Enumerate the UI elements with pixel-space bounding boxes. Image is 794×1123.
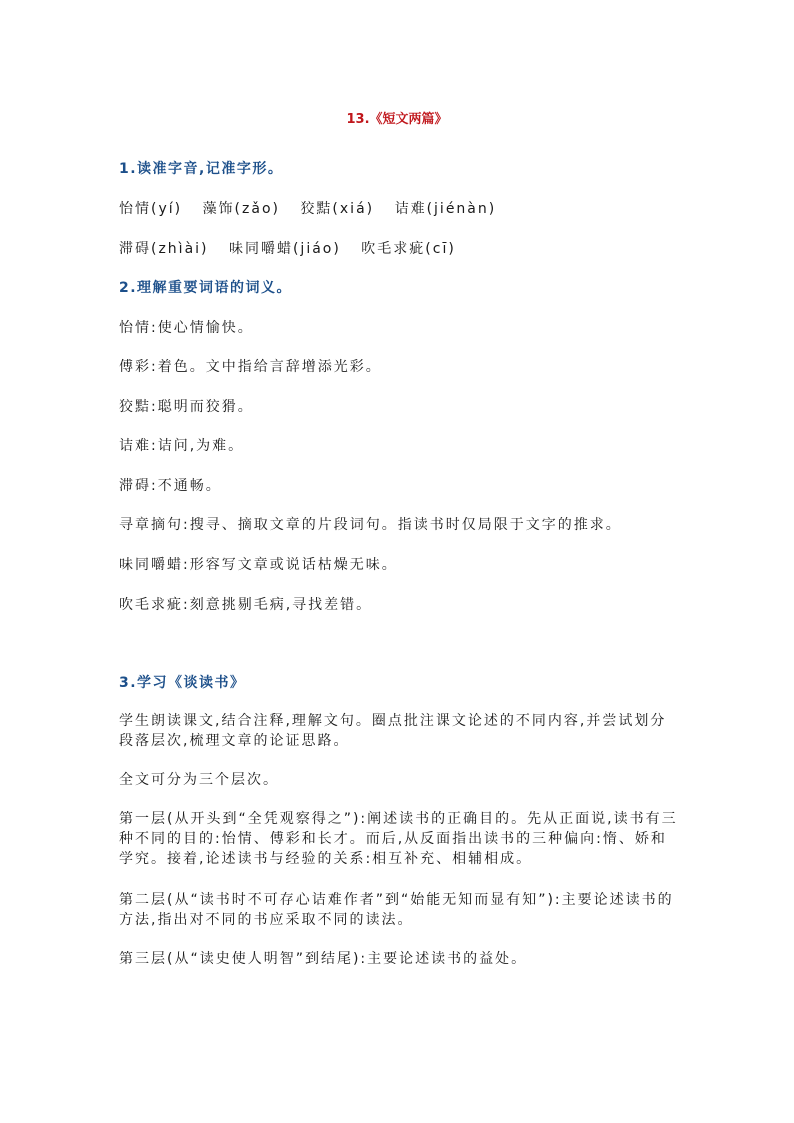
definition-item: 寻章摘句:搜寻、摘取文章的片段词句。指读书时仅局限于文字的推求。 <box>119 517 622 533</box>
document-title: 13.《短文两篇》 <box>346 112 448 127</box>
definition-item: 味同嚼蜡:形容写文章或说话枯燥无味。 <box>119 557 398 573</box>
section-1-heading: 1.读准字音,记准字形。 <box>119 161 284 177</box>
vocab-item: 藻饰(zǎo) <box>202 201 280 217</box>
vocab-item: 狡黠(xiá) <box>300 201 375 217</box>
section-2-heading: 2.理解重要词语的词义。 <box>119 280 293 296</box>
vocab-item: 怡情(yí) <box>119 201 183 217</box>
definition-item: 狡黠:聪明而狡猾。 <box>119 399 254 415</box>
vocab-row-2 <box>119 238 470 258</box>
paragraph: 学生朗读课文,结合注释,理解文句。圈点批注课文论述的不同内容,并尝试划分段落层次,梳理文章的论证思路。 <box>119 713 667 749</box>
definition-item: 滞碍:不通畅。 <box>119 478 222 494</box>
definition-item: 吹毛求疵:刻意挑剔毛病,寻找差错。 <box>119 597 373 613</box>
paragraph: 全文可分为三个层次。 <box>119 772 279 788</box>
vocab-item: 吹毛求疵(cī) <box>361 241 456 257</box>
paragraph: 第三层(从“读史使人明智”到结尾):主要论述读书的益处。 <box>119 951 528 967</box>
paragraph: 第一层(从开头到“全凭观察得之”):阐述读书的正确目的。先从正面说,读书有三种不同的目的:怡情、傅彩和长才。而后,从反面指出读书的三种偏向:惰、娇和学究。接着,论述读书与经验的关系:相互补充、相辅相成。 <box>119 811 678 867</box>
vocab-row-1 <box>119 198 510 218</box>
vocab-item: 诘难(jiénàn) <box>394 201 497 217</box>
definition-item: 怡情:使心情愉快。 <box>119 320 254 336</box>
definition-item: 诘难:诘问,为难。 <box>119 438 245 454</box>
section-3-heading: 3.学习《谈读书》 <box>119 675 246 691</box>
vocab-item: 滞碍(zhìài) <box>119 241 209 257</box>
paragraph: 第二层(从“读书时不可存心诘难作者”到“始能无知而显有知”):主要论述读书的方法,指出对不同的书应采取不同的读法。 <box>119 892 674 928</box>
vocab-item: 味同嚼蜡(jiáo) <box>228 241 341 257</box>
definition-item: 傅彩:着色。文中指给言辞增添光彩。 <box>119 359 382 375</box>
